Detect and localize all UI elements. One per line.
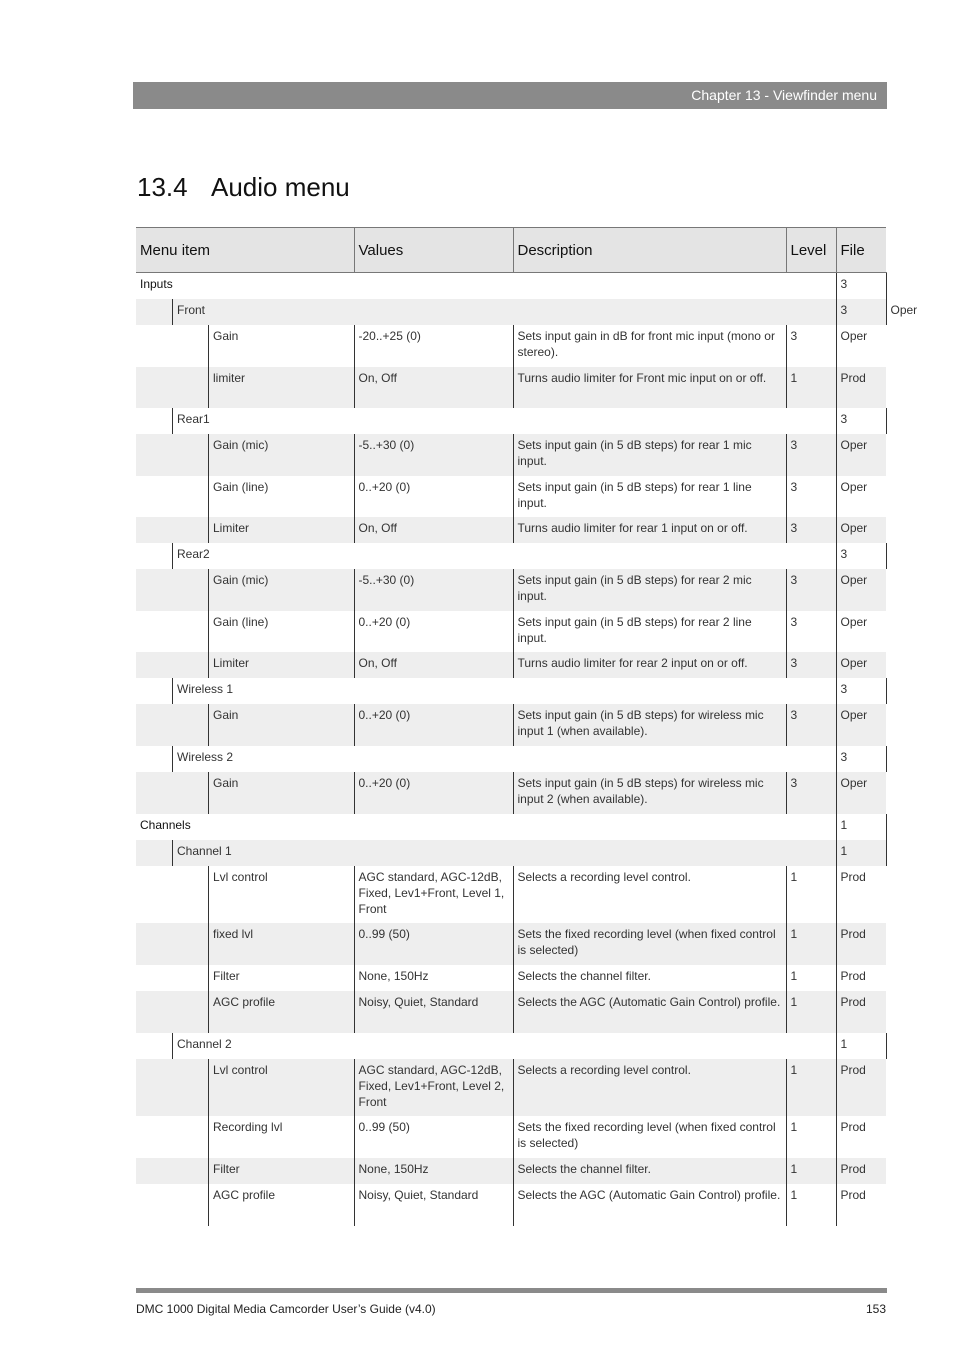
cell-values: On, Off — [354, 367, 513, 408]
table-row — [136, 840, 886, 866]
cell-values: None, 150Hz — [354, 965, 513, 991]
cell-description: Sets the fixed recording level (when fixed control is selected) — [513, 923, 786, 965]
table-row — [136, 991, 886, 1033]
cell-menu-item — [136, 1184, 354, 1226]
cell-level: 1 — [786, 866, 836, 923]
cell-level: 3 — [836, 746, 886, 772]
cell-description: Selects a recording level control. — [513, 1059, 786, 1116]
table-row — [136, 611, 886, 652]
cell-empty — [786, 814, 836, 840]
cell-empty — [786, 678, 836, 704]
menu-item-label: Channel 1 — [172, 840, 350, 866]
table-row — [136, 476, 886, 517]
table-row — [136, 273, 886, 299]
cell-level: 1 — [786, 991, 836, 1033]
cell-level: 3 — [786, 434, 836, 476]
section-title: Audio menu — [211, 172, 350, 202]
cell-menu-item — [136, 434, 354, 476]
table-row — [136, 543, 886, 569]
cell-menu-item — [136, 772, 354, 814]
table-row: Front 3 Oper — [136, 299, 886, 325]
table-row — [136, 1184, 886, 1226]
cell-level: 3 — [786, 325, 836, 367]
cell-file: Oper — [836, 569, 886, 611]
cell-values: -5..+30 (0) — [354, 434, 513, 476]
cell-values: Noisy, Quiet, Standard — [354, 1184, 513, 1226]
table-row — [136, 652, 886, 678]
cell-menu-item — [136, 517, 354, 543]
cell-file: Prod — [836, 991, 886, 1033]
table-row — [136, 1158, 886, 1184]
cell-level: 1 — [786, 1158, 836, 1184]
cell-file: Prod — [836, 866, 886, 923]
cell-menu-item — [136, 569, 354, 611]
cell-menu-item — [136, 367, 354, 408]
cell-values: On, Off — [354, 652, 513, 678]
menu-item-label: Limiter — [208, 652, 350, 678]
cell-values: 0..+20 (0) — [354, 704, 513, 746]
cell-level: 3 — [786, 704, 836, 746]
table-row — [136, 1033, 886, 1059]
menu-item-label: Gain (mic) — [208, 434, 350, 476]
cell-menu-item — [136, 866, 354, 923]
cell-level: 1 — [786, 367, 836, 408]
cell-empty — [354, 840, 786, 866]
menu-item-label: Recording lvl — [208, 1116, 350, 1158]
menu-item-label: limiter — [208, 367, 350, 408]
cell-description: Selects the AGC (Automatic Gain Control) profile. — [513, 991, 786, 1033]
menu-item-label: Gain (line) — [208, 611, 350, 652]
cell-file: Prod — [836, 1158, 886, 1184]
table-body — [136, 273, 918, 1226]
cell-values: AGC standard, AGC-12dB, Fixed, Lev1+Front, Level 1, Front — [354, 866, 513, 923]
table-row — [136, 678, 886, 704]
audio-menu-table — [136, 227, 918, 1226]
cell-level: 1 — [836, 814, 886, 840]
cell-empty — [354, 408, 786, 434]
section-heading — [137, 172, 350, 203]
cell-file: Oper — [836, 772, 886, 814]
cell-values: -20..+25 (0) — [354, 325, 513, 367]
cell-values: 0..99 (50) — [354, 923, 513, 965]
column-header-values: Values — [354, 228, 513, 273]
footer-bar — [136, 1288, 887, 1293]
cell-menu-item — [136, 408, 354, 434]
table-row — [136, 569, 886, 611]
table-row — [136, 746, 886, 772]
cell-description: Turns audio limiter for rear 1 input on or off. — [513, 517, 786, 543]
cell-menu-item — [136, 746, 354, 772]
cell-description: Selects the channel filter. — [513, 965, 786, 991]
cell-menu-item — [136, 923, 354, 965]
menu-item-label: Front — [172, 299, 350, 325]
cell-level: 1 — [836, 1033, 886, 1059]
menu-item-label: Channels — [140, 817, 191, 832]
menu-item-label: Gain — [208, 772, 350, 814]
cell-file: Prod — [836, 367, 886, 408]
cell-menu-item — [136, 1158, 354, 1184]
menu-item-label: AGC profile — [208, 1184, 350, 1226]
column-header-level: Level — [786, 228, 836, 273]
menu-item-label: fixed lvl — [208, 923, 350, 965]
cell-menu-item — [136, 652, 354, 678]
cell-description: Sets input gain (in 5 dB steps) for wireless mic input 1 (when available). — [513, 704, 786, 746]
cell-menu-item — [136, 814, 354, 840]
cell-menu-item — [136, 965, 354, 991]
cell-description: Selects a recording level control. — [513, 866, 786, 923]
cell-description: Turns audio limiter for rear 2 input on or off. — [513, 652, 786, 678]
cell-menu-item — [136, 611, 354, 652]
menu-item-label: Filter — [208, 1158, 350, 1184]
cell-level: 3 — [836, 299, 886, 325]
table-row — [136, 866, 886, 923]
footer-page-number: 153 — [865, 1302, 886, 1316]
cell-menu-item — [136, 1116, 354, 1158]
table-header-row — [136, 228, 886, 273]
chapter-title: Chapter 13 - Viewfinder menu — [691, 87, 877, 103]
cell-empty — [786, 543, 836, 569]
cell-empty — [786, 273, 836, 299]
cell-level: 3 — [786, 652, 836, 678]
footer-document-title: DMC 1000 Digital Media Camcorder User’s Guide (v4.0) — [136, 1302, 436, 1316]
cell-description: Selects the AGC (Automatic Gain Control) profile. — [513, 1184, 786, 1226]
table-row — [136, 704, 886, 746]
menu-item-label: Lvl control — [208, 1059, 350, 1116]
cell-level: 1 — [786, 1059, 836, 1116]
table-row — [136, 408, 886, 434]
cell-menu-item — [136, 991, 354, 1033]
section-number: 13.4 — [137, 172, 188, 202]
column-header-file: File — [836, 228, 886, 273]
table-row — [136, 1116, 886, 1158]
cell-level: 3 — [836, 408, 886, 434]
cell-file: Prod — [836, 965, 886, 991]
table-row — [136, 965, 886, 991]
menu-item-label: Filter — [208, 965, 350, 991]
cell-level: 1 — [786, 965, 836, 991]
cell-values: None, 150Hz — [354, 1158, 513, 1184]
cell-values: 0..+20 (0) — [354, 772, 513, 814]
cell-file: Oper — [836, 517, 886, 543]
cell-values: 0..+20 (0) — [354, 476, 513, 517]
cell-empty — [786, 408, 836, 434]
cell-level: 3 — [786, 611, 836, 652]
cell-description: Sets input gain (in 5 dB steps) for rear 2 line input. — [513, 611, 786, 652]
cell-empty — [354, 543, 786, 569]
cell-description: Sets input gain in dB for front mic input (mono or stereo). — [513, 325, 786, 367]
cell-description: Sets the fixed recording level (when fixed control is selected) — [513, 1116, 786, 1158]
cell-level: 3 — [836, 543, 886, 569]
menu-item-label: Gain (line) — [208, 476, 350, 517]
cell-values: AGC standard, AGC-12dB, Fixed, Lev1+Front, Level 2, Front — [354, 1059, 513, 1116]
cell-file: Oper — [836, 652, 886, 678]
menu-item-label: Rear2 — [172, 543, 350, 569]
menu-item-label: Gain — [208, 704, 350, 746]
cell-menu-item — [136, 678, 354, 704]
cell-description: Sets input gain (in 5 dB steps) for wireless mic input 2 (when available). — [513, 772, 786, 814]
cell-menu-item — [136, 1059, 354, 1116]
menu-item-label: AGC profile — [208, 991, 350, 1033]
cell-empty — [354, 746, 786, 772]
table-row — [136, 325, 886, 367]
cell-description: Turns audio limiter for Front mic input on or off. — [513, 367, 786, 408]
cell-menu-item — [136, 273, 354, 299]
cell-empty — [354, 1033, 786, 1059]
cell-level: 3 — [786, 476, 836, 517]
menu-item-label: Gain — [208, 325, 350, 367]
cell-level: 1 — [786, 923, 836, 965]
cell-values: 0..99 (50) — [354, 1116, 513, 1158]
cell-level: 3 — [836, 273, 886, 299]
table-row — [136, 434, 886, 476]
cell-description: Sets input gain (in 5 dB steps) for rear 1 mic input. — [513, 434, 786, 476]
cell-level: 3 — [786, 517, 836, 543]
cell-menu-item — [136, 840, 354, 866]
cell-file: Oper — [836, 611, 886, 652]
cell-values: 0..+20 (0) — [354, 611, 513, 652]
column-header-menu-item: Menu item — [136, 228, 354, 273]
cell-level: 3 — [786, 569, 836, 611]
table-row — [136, 923, 886, 965]
cell-level: 3 — [836, 678, 886, 704]
menu-item-label: Inputs — [140, 277, 173, 291]
cell-file: Prod — [836, 923, 886, 965]
cell-empty — [354, 814, 786, 840]
table-row — [136, 1059, 886, 1116]
table-row — [136, 517, 886, 543]
cell-empty — [354, 299, 786, 325]
menu-item-label: Wireless 1 — [172, 678, 350, 704]
cell-description: Sets input gain (in 5 dB steps) for rear 1 line input. — [513, 476, 786, 517]
cell-empty — [786, 840, 836, 866]
menu-item-label: Rear1 — [172, 408, 350, 434]
chapter-header-bar — [133, 82, 887, 109]
column-header-description: Description — [513, 228, 786, 273]
menu-item-label: Channel 2 — [172, 1033, 350, 1059]
cell-level: 1 — [786, 1116, 836, 1158]
cell-empty — [786, 746, 836, 772]
cell-menu-item — [136, 543, 354, 569]
cell-file: Prod — [836, 1059, 886, 1116]
cell-file: Oper — [836, 476, 886, 517]
cell-values: On, Off — [354, 517, 513, 543]
cell-menu-item — [136, 325, 354, 367]
menu-item-label: Wireless 2 — [172, 746, 350, 772]
cell-level: 1 — [836, 840, 886, 866]
menu-item-label: Lvl control — [208, 866, 350, 923]
cell-level: 1 — [786, 1184, 836, 1226]
cell-menu-item — [136, 299, 354, 325]
cell-menu-item — [136, 704, 354, 746]
cell-values: -5..+30 (0) — [354, 569, 513, 611]
cell-file: Oper — [836, 325, 886, 367]
cell-empty — [354, 273, 786, 299]
cell-level: 3 — [786, 772, 836, 814]
table-row — [136, 772, 886, 814]
cell-empty — [354, 678, 786, 704]
cell-empty — [786, 299, 836, 325]
menu-item-label: Gain (mic) — [208, 569, 350, 611]
cell-description: Sets input gain (in 5 dB steps) for rear 2 mic input. — [513, 569, 786, 611]
cell-file: Oper — [836, 434, 886, 476]
cell-menu-item — [136, 476, 354, 517]
cell-values: Noisy, Quiet, Standard — [354, 991, 513, 1033]
cell-file: Prod — [836, 1116, 886, 1158]
table-row — [136, 367, 886, 408]
table-row — [136, 814, 886, 840]
cell-menu-item — [136, 1033, 354, 1059]
cell-empty — [786, 1033, 836, 1059]
cell-file: Oper — [836, 704, 886, 746]
cell-file: Prod — [836, 1184, 886, 1226]
cell-description: Selects the channel filter. — [513, 1158, 786, 1184]
menu-item-label: Limiter — [208, 517, 350, 543]
